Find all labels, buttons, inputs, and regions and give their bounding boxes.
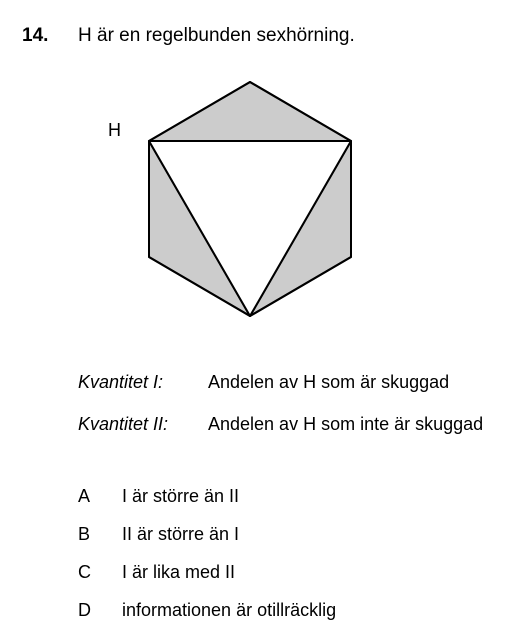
hexagon-figure bbox=[100, 70, 380, 330]
question-text: H är en regelbunden sexhörning. bbox=[78, 25, 355, 46]
option-c-letter[interactable]: C bbox=[78, 562, 91, 582]
quantity-2-text: Andelen av H som inte är skuggad bbox=[208, 414, 484, 434]
quantity-1-text: Andelen av H som är skuggad bbox=[208, 372, 450, 392]
option-b-text[interactable]: II är större än I bbox=[122, 524, 240, 544]
option-a-letter[interactable]: A bbox=[78, 486, 91, 506]
question-number: 14. bbox=[22, 25, 49, 46]
hexagon-label: H bbox=[108, 120, 121, 140]
quantity-2-label: Kvantitet II: bbox=[78, 414, 169, 434]
option-b-letter[interactable]: B bbox=[78, 524, 91, 544]
option-d-letter[interactable]: D bbox=[78, 600, 91, 620]
option-a-text[interactable]: I är större än II bbox=[122, 486, 240, 506]
option-c-text[interactable]: I är lika med II bbox=[122, 562, 236, 582]
quantity-1-label: Kvantitet I: bbox=[78, 372, 164, 392]
shaded-region-top bbox=[149, 82, 351, 141]
option-d-text[interactable]: informationen är otillräcklig bbox=[122, 600, 337, 620]
